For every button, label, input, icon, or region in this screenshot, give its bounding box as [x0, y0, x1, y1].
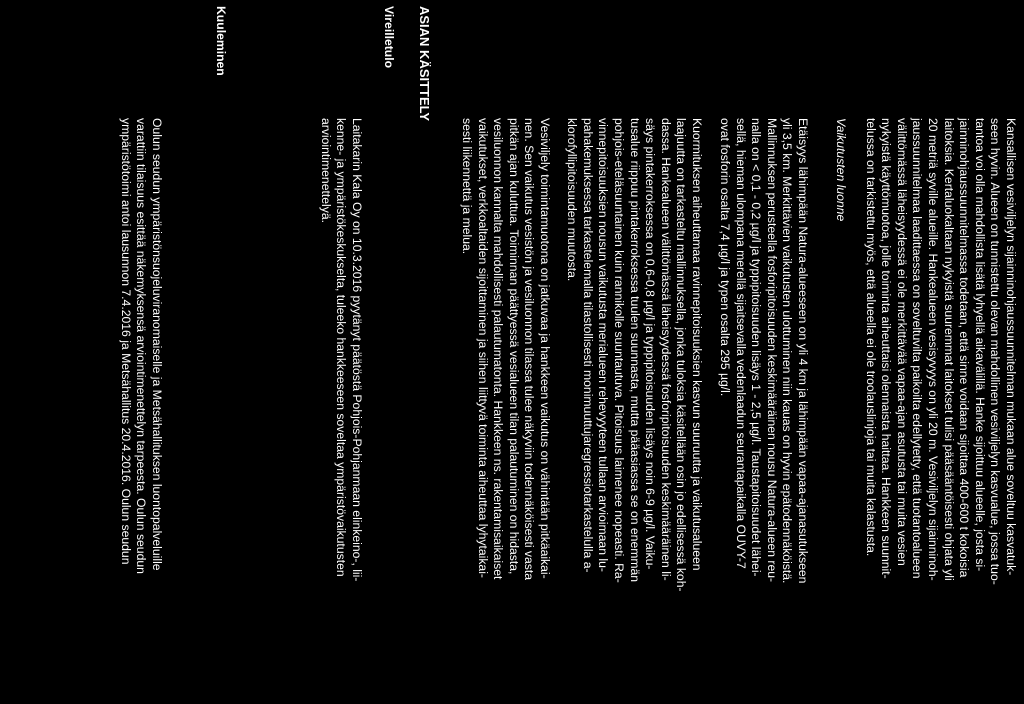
text-line: sellä, hieman ulompana merellä sijaitsevalla vedenlaadun seurantapaikalla OUVY-7 [733, 118, 748, 569]
text-line: vesiluonnon kannalta mahdollisesti palautumatonta. Hankkeen ns. rakentamisaikaiset [491, 118, 506, 580]
text-line: arviointimenettelyä. [318, 118, 333, 223]
text-line: vinnepitoisuuksien nousun vaikutusta merialueen rehevyyteen tullaan arvioimaan lu- [596, 118, 611, 572]
text-line: säys pintakerroksessa on 0,6-0,8 µg/l ja typpipitoisuuden lisäys noin 6-9 µg/l. Vaiku- [643, 118, 658, 570]
text-line: ympäristötoimi antoi lausunnon 7.4.2016 ja Metsähallitus 20.4.2016. Oulun seudun [118, 118, 133, 565]
vesiviljely-paragraph [458, 118, 552, 698]
text-line: laajuutta on tarkasteltu mallinnuksella, jonka tuloksia käsitellään osin jo edellisessä koh- [674, 118, 689, 592]
natura-paragraph [716, 118, 810, 698]
text-line: pohjois-eteläsuuntainen kuin rannikolle suuntautuva. Pitoisuus laimenee nopeasti. Ra- [612, 118, 627, 583]
text-line: yli 3,5 km. Merkittävien vaikutusten ulottuminen niin kauas on hyvin epätodennäköistä. [780, 118, 795, 584]
text-line: Kansallisen vesiviljelyn sijainninohjaussuunnitelman mukaan alue soveltuu kasvatuk- [1004, 118, 1018, 576]
text-line: jaussuunnitelmaa laadittaessa on soveltuvilta paikoilta edellytetty, että tuotantoalueen [910, 118, 925, 579]
text-line: 20 metriä syville alueille. Hankealueen vesisyvyys on yli 20 m. Vesiviljelyn sijainninoh- [926, 118, 941, 581]
text-line: nykyistä käyttömuotoa, jolle toiminta aiheuttaisi olennaista haittaa. Hankkeen suunnit- [879, 118, 894, 579]
text-line: välittömässä läheisyydessä ei ole merkittävää vapaa-ajan asutusta tai muita vesien [894, 118, 909, 566]
text-line: laitoksia. Kertaluokaltaan nykyistä suuremmat laitokset tulisi pääsääntöisesti ohjata yli [941, 118, 956, 581]
text-line: tusalue riippuu pintakerroksessa tuulen suunnasta, mutta pääasiassa se on enemmän [627, 118, 642, 583]
text-line: telussa on tarkistettu myös, että alueella ei ole troolauslinjoja tai muita kalastusta. [863, 118, 878, 557]
intro-paragraph [862, 118, 1018, 698]
text-line: pahakemuksessa tarkastelemalla tilastollisesti monimuuttujaregressiotarkastelulla a- [580, 118, 595, 573]
text-line: Vesiviljely toimintamuotona on jatkuvaa ja hankkeen vaikutus on vähintään pitkäaikai- [538, 118, 552, 579]
text-line: Laitakarin Kala Oy on 10.3.2016 pyytänyt päätöstä Pohjois-Pohjanmaan elinkeino-, lii- [350, 118, 364, 582]
text-line: Kuormituksen aiheuttamaa ravinnepitoisuuksien kasvun suuruutta ja vaikutusalueen [690, 118, 704, 571]
text-line: sesti liikennettä ja melua. [460, 118, 475, 255]
text-line: ovat fosforin osalta 7,4 µg/l ja typen osalta 295 µg/l. [718, 118, 733, 397]
text-line: nen. Sen vaikutus vesistön ja vesiluonnon tilassa tulee näkyviin todennäköisesti vasta [522, 118, 537, 581]
text-line: pitkän ajan kuluttua. Toiminnan päättyessä vesialueen tilan palautuminen on hidasta, [506, 118, 521, 575]
subheading-kuuleminen: Kuuleminen [214, 6, 228, 76]
kuuleminen-paragraph [117, 118, 164, 698]
subheading-vireilletulo: Vireilletulo [382, 6, 396, 69]
vireilletulo-paragraph [317, 118, 364, 698]
text-line: seen hyvin. Alueen on tunnistettu olevan mahdollinen vesiviljelyn kasvualue, jossa tuo- [988, 118, 1003, 585]
text-line: nalla on < 0,1 - 0,2 µg/l ja typpipitoisuuden lisäys 1 - 2,5 µg/l. Taustapitoisuudet lähei- [749, 118, 764, 577]
section-heading-asian-kasittely: ASIAN KÄSITTELY [417, 6, 432, 122]
text-line: varattiin tilaisuus esittää näkemyksensä arviointimenettelyn tarpeesta. Oulun seudun [134, 118, 149, 574]
text-line: vaikutukset, verkkoaltaiden sijoittaminen ja siihen liittyvä toiminta aiheuttaa lyhytaikai- [475, 118, 490, 578]
text-line: dassa. Hankealueen välittömässä läheisyydessä fosforipitoisuuden keskimääräinen li- [658, 118, 673, 581]
text-line: Oulun seudun ympäristönsuojeluviranomaiselle ja Metsähallituksen luontopalveluille [150, 118, 164, 571]
text-line: jainninohjaussuunnitelmassa todetaan, että sinne voidaan sijoittaa 400-600 t kokoisia [957, 118, 972, 578]
text-line: tantoa voi olla mahdollista lisätä lyhyellä aikavälillä. Hanke sijoittuu alueelle, josta si- [972, 118, 987, 572]
text-line: kenne- ja ympäristökeskukselta, tuleeko hankkeeseen soveltaa ympäristövaikutusten [334, 118, 349, 577]
text-line: Etäisyys lähimpään Natura-alueeseen on yli 4 km ja lähimpään vapaa-ajanasutukseen [796, 118, 810, 584]
section-heading-vaikutusten-luonne: Vaikutusten luonne [834, 118, 848, 222]
text-line: Mallinnuksen perusteella fosforipitoisuuden keskimääräinen nousu Natura-alueen reu- [764, 118, 779, 583]
kuormitus-paragraph [564, 118, 704, 698]
text-line: klorofyllipitoisuuden muutosta. [565, 118, 580, 282]
